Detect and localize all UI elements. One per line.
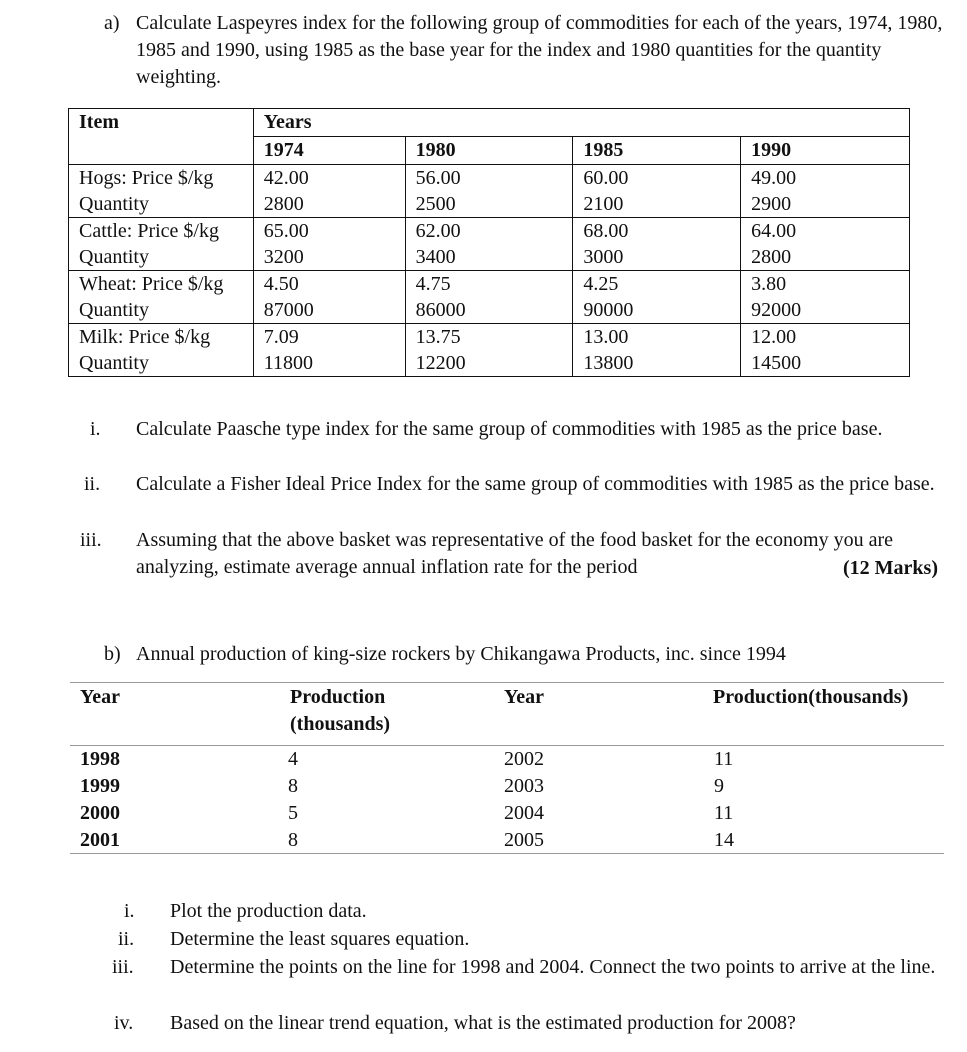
q-b-i-text: Plot the production data. <box>170 900 367 922</box>
col-header-production-2: Production(thousands) <box>713 686 909 708</box>
year-cell: 2000 <box>80 802 120 824</box>
row-label: Quantity <box>69 244 254 271</box>
q-b-iv-marker: iv. <box>114 1012 134 1034</box>
table-cell: 4.50 <box>253 271 405 298</box>
year-cell: 1999 <box>80 775 120 797</box>
table-row <box>69 350 910 377</box>
year-cell: 2004 <box>504 802 544 824</box>
part-a-question: Calculate Laspeyres index for the following group of commodities for each of the years, 1974, 1980, 1985 and 1990, using 1985 as the base year for the index and 1980 quantities for the quantity weighting. <box>136 12 943 88</box>
q-b-iv-text: Based on the linear trend equation, what is the estimated production for 2008? <box>170 1012 796 1034</box>
marks-label: (12 Marks) <box>843 557 938 579</box>
table-cell: 2900 <box>741 191 910 218</box>
q-b-ii-text: Determine the least squares equation. <box>170 928 470 950</box>
year-cell: 1998 <box>80 748 120 770</box>
table-rule-bottom <box>70 853 944 854</box>
table-cell: 3400 <box>405 244 573 271</box>
table-cell: 65.00 <box>253 218 405 245</box>
table-row <box>69 324 910 351</box>
row-label: Milk: Price $/kg <box>69 324 254 351</box>
table-row <box>69 271 910 298</box>
table-cell: 13.75 <box>405 324 573 351</box>
table-cell: 3000 <box>573 244 741 271</box>
row-label: Wheat: Price $/kg <box>69 271 254 298</box>
part-b-marker: b) <box>104 643 121 665</box>
laspeyres-data-table <box>68 108 910 377</box>
part-a-marker: a) <box>104 12 120 34</box>
part-b-question: Annual production of king-size rockers by Chikangawa Products, inc. since 1994 <box>136 643 786 665</box>
row-label: Hogs: Price $/kg <box>69 165 254 192</box>
year-cell: 2001 <box>80 829 120 851</box>
row-label: Quantity <box>69 297 254 324</box>
production-cell: 9 <box>714 775 724 797</box>
table-cell: 13800 <box>573 350 741 377</box>
table-cell: 49.00 <box>741 165 910 192</box>
table-cell: 62.00 <box>405 218 573 245</box>
year-header-1974: 1974 <box>253 137 405 165</box>
table-cell: 56.00 <box>405 165 573 192</box>
row-label: Quantity <box>69 350 254 377</box>
year-cell: 2003 <box>504 775 544 797</box>
production-cell: 11 <box>714 802 734 824</box>
table-cell: 3200 <box>253 244 405 271</box>
col-header-year-1: Year <box>80 686 120 708</box>
q-b-iii-text: Determine the points on the line for 1998 and 2004. Connect the two points to arrive at the line. <box>170 956 936 978</box>
table-cell: 64.00 <box>741 218 910 245</box>
year-header-1990: 1990 <box>741 137 910 165</box>
production-cell: 5 <box>288 802 298 824</box>
q-b-ii-marker: ii. <box>118 928 135 950</box>
table-cell: 2800 <box>253 191 405 218</box>
table-cell: 87000 <box>253 297 405 324</box>
year-cell: 2002 <box>504 748 544 770</box>
years-header: Years <box>253 109 909 137</box>
row-label: Cattle: Price $/kg <box>69 218 254 245</box>
q-a-ii-marker: ii. <box>84 473 101 495</box>
production-cell: 14 <box>714 829 734 851</box>
year-header-1980: 1980 <box>405 137 573 165</box>
item-header: Item <box>69 109 254 137</box>
table-cell: 92000 <box>741 297 910 324</box>
production-cell: 8 <box>288 775 298 797</box>
q-a-iii-text: Assuming that the above basket was representative of the food basket for the economy you are analyzing, estimate average annual inflation rate for the period <box>136 529 893 578</box>
table-cell: 13.00 <box>573 324 741 351</box>
year-cell: 2005 <box>504 829 544 851</box>
q-a-i-marker: i. <box>90 418 101 440</box>
table-cell: 2500 <box>405 191 573 218</box>
production-cell: 8 <box>288 829 298 851</box>
col-header-year-2: Year <box>504 686 544 708</box>
table-cell: 11800 <box>253 350 405 377</box>
table-cell: 86000 <box>405 297 573 324</box>
table-row <box>69 297 910 324</box>
table-cell: 3.80 <box>741 271 910 298</box>
production-cell: 11 <box>714 748 734 770</box>
col-header-production-1: Production (thousands) <box>290 686 391 735</box>
table-cell: 60.00 <box>573 165 741 192</box>
q-a-i-text: Calculate Paasche type index for the same group of commodities with 1985 as the price base. <box>136 418 883 440</box>
row-label: Quantity <box>69 191 254 218</box>
table-row <box>69 244 910 271</box>
table-cell: 2800 <box>741 244 910 271</box>
table-cell: 2100 <box>573 191 741 218</box>
table-row <box>69 218 910 245</box>
table-cell: 68.00 <box>573 218 741 245</box>
q-b-iii-marker: iii. <box>112 956 134 978</box>
table-row <box>69 191 910 218</box>
table-rule-top <box>70 682 944 683</box>
table-cell: 12200 <box>405 350 573 377</box>
q-a-ii-text: Calculate a Fisher Ideal Price Index for the same group of commodities with 1985 as the price base. <box>136 473 935 495</box>
table-cell: 4.25 <box>573 271 741 298</box>
year-header-1985: 1985 <box>573 137 741 165</box>
q-b-i-marker: i. <box>124 900 135 922</box>
table-cell: 12.00 <box>741 324 910 351</box>
table-cell: 42.00 <box>253 165 405 192</box>
table-row <box>69 165 910 192</box>
production-cell: 4 <box>288 748 298 770</box>
table-cell: 90000 <box>573 297 741 324</box>
table-cell: 4.75 <box>405 271 573 298</box>
table-cell: 14500 <box>741 350 910 377</box>
table-cell: 7.09 <box>253 324 405 351</box>
q-a-iii-marker: iii. <box>80 529 102 551</box>
